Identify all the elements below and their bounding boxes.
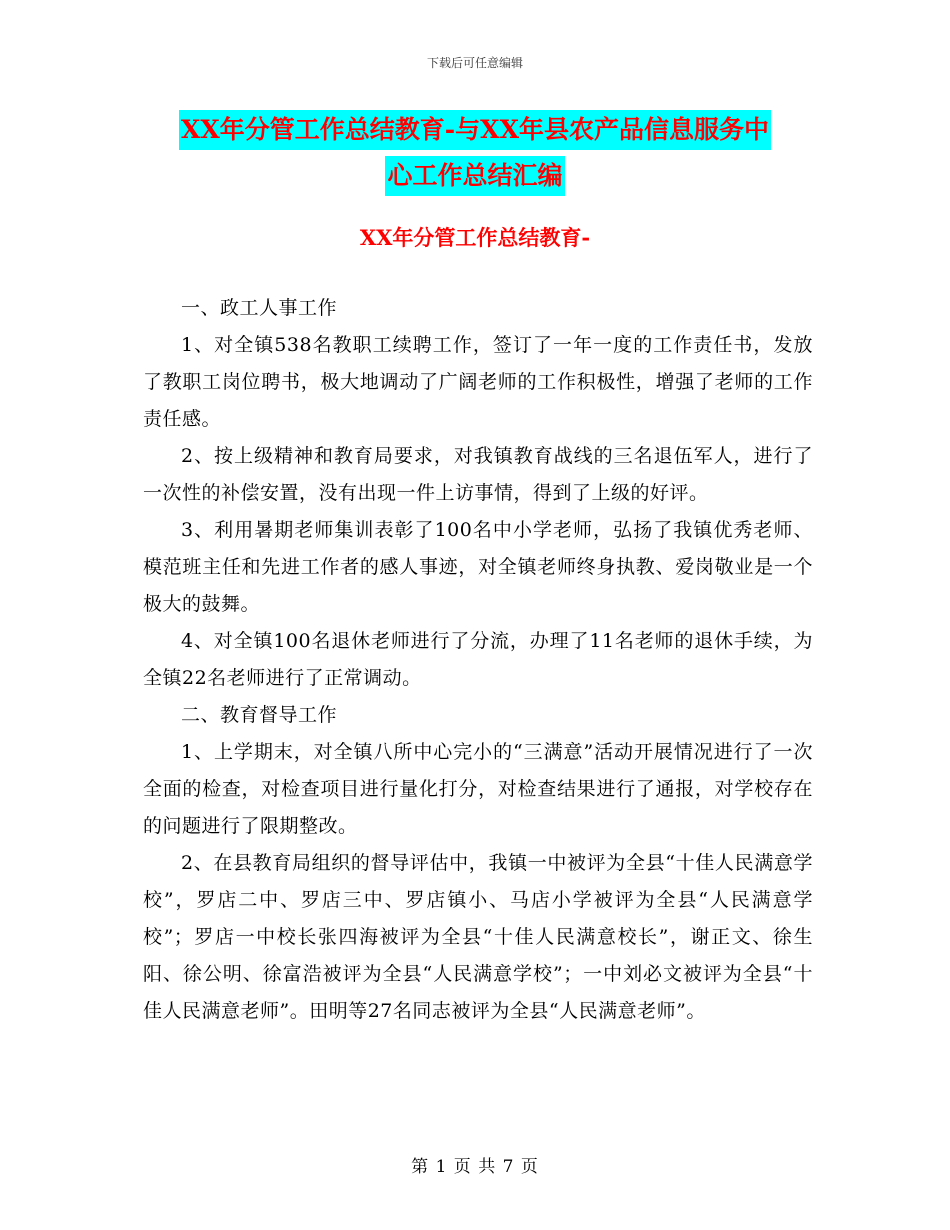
header-note: 下载后可任意编辑	[426, 56, 523, 70]
section-heading: XX年分管工作总结教育-	[359, 225, 591, 250]
title-line-1: XX年分管工作总结教育-与XX年县农产品信息服务中	[179, 110, 771, 150]
paragraph-heading-1: 一、政工人事工作	[181, 297, 338, 319]
paragraph: 1、上学期末，对全镇八所中心完小的“三满意”活动开展情况进行了一次全面的检查，对检查项目进行量化打分，对检查结果进行了通报，对学校存在的问题进行了限期整改。	[143, 741, 813, 837]
paragraph: 2、在县教育局组织的督导评估中，我镇一中被评为全县“十佳人民满意学校”，罗店二中、罗店三中、罗店镇小、马店小学被评为全县“人民满意学校”；罗店一中校长张四海被评为全县“十佳人民满意校长”，谢正文、徐生阳、徐公明、徐富浩被评为全县“人民满意学校”；一中刘必文被评为全县“十佳人民满意老师”。田明等27名同志被评为全县“人民满意老师”。	[143, 852, 813, 1022]
paragraph-heading-2: 二、教育督导工作	[181, 704, 338, 726]
document-title	[0, 110, 950, 202]
title-line-2: 心工作总结汇编	[385, 156, 564, 196]
document-body	[143, 290, 813, 1030]
paragraph: 4、对全镇100名退休老师进行了分流，办理了11名老师的退休手续，为全镇22名老师进行了正常调动。	[143, 630, 813, 689]
paragraph: 3、利用暑期老师集训表彰了100名中小学老师，弘扬了我镇优秀老师、模范班主任和先进工作者的感人事迹，对全镇老师终身执教、爱岗敬业是一个极大的鼓舞。	[143, 519, 813, 615]
page-footer: 第 1 页 共 7 页	[411, 1157, 539, 1177]
paragraph: 1、对全镇538名教职工续聘工作，签订了一年一度的工作责任书，发放了教职工岗位聘书，极大地调动了广阔老师的工作积极性，增强了老师的工作责任感。	[143, 334, 813, 430]
paragraph: 2、按上级精神和教育局要求，对我镇教育战线的三名退伍军人，进行了一次性的补偿安置，没有出现一件上访事情，得到了上级的好评。	[143, 445, 813, 504]
